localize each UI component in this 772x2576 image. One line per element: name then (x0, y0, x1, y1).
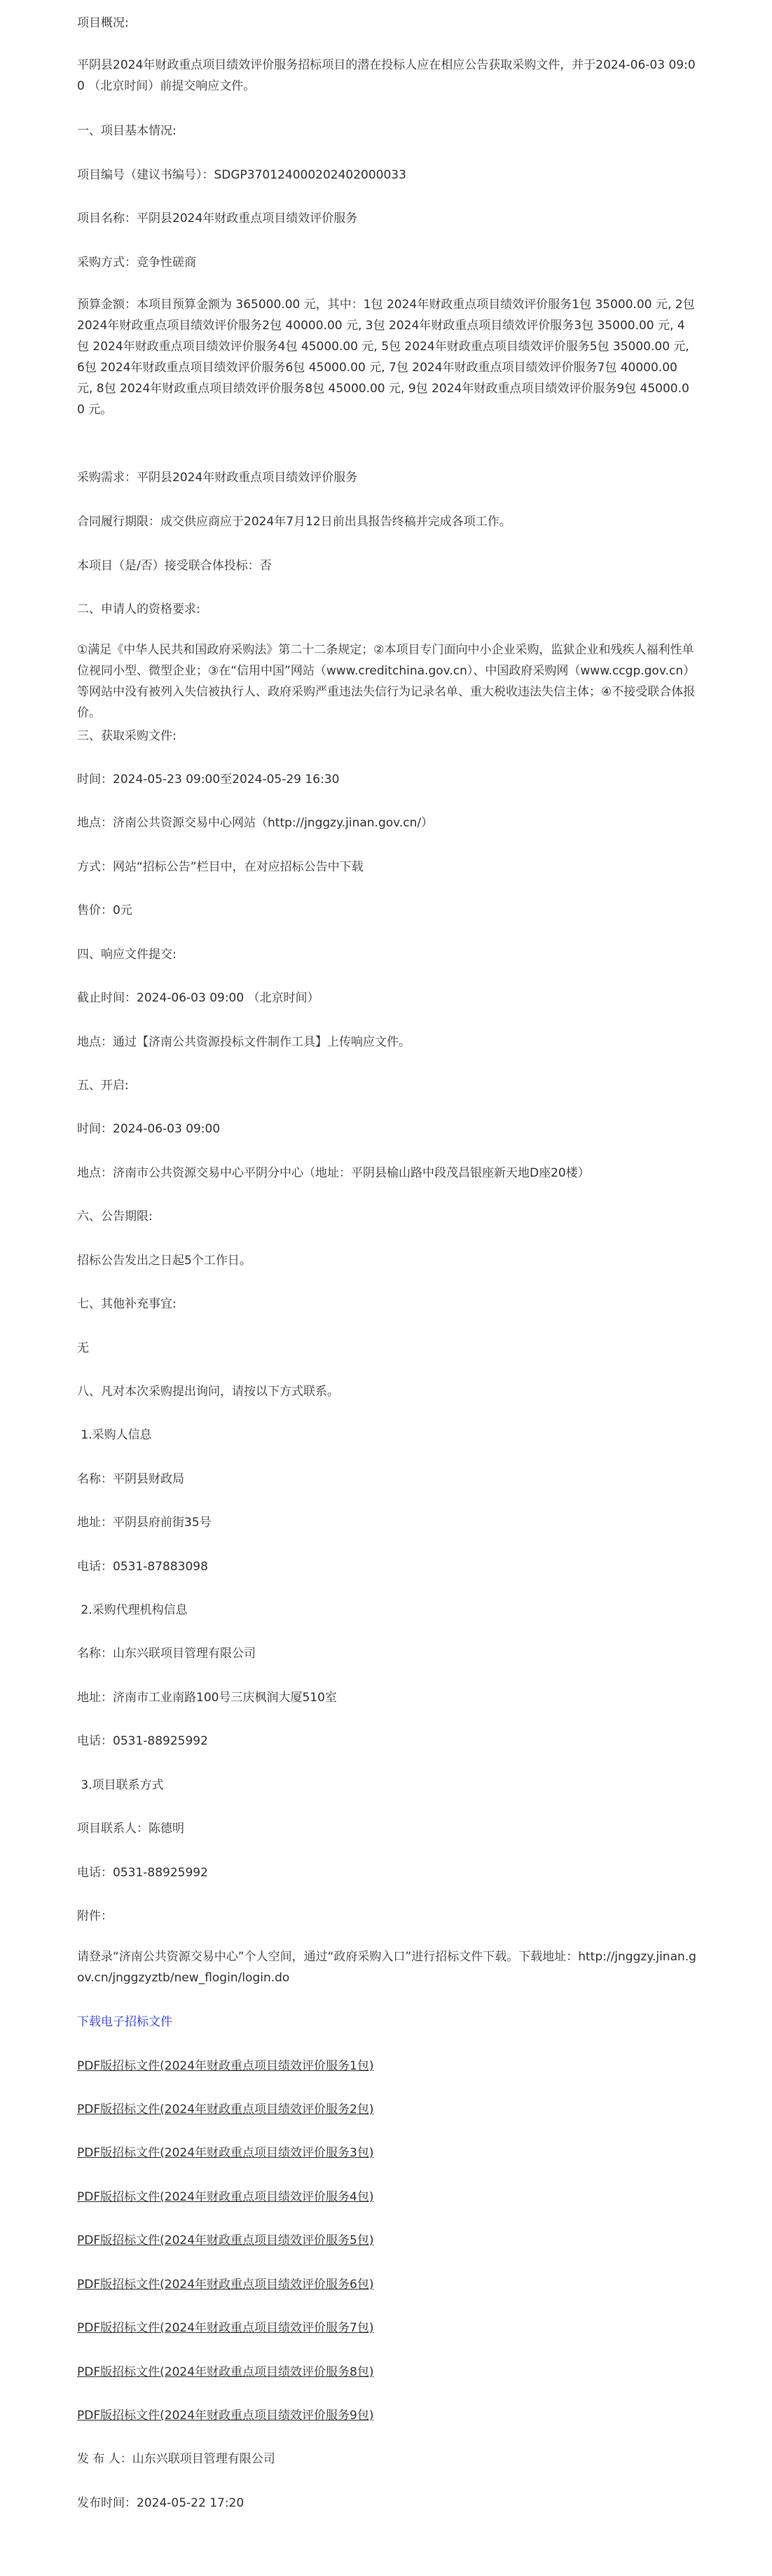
pdf-file-link-9[interactable]: PDF版招标文件(2024年财政重点项目绩效评价服务9包) (77, 2409, 374, 2423)
procurement-demand: 采购需求：平阴县2024年财政重点项目绩效评价服务 (77, 471, 358, 485)
budget-paragraph: 预算金额：本项目预算金额为 365000.00 元，其中：1包 2024年财政重点项目绩效评价服务1包 35000.00 元, 2包 2024年财政重点项目绩效评价服务2包 40000.00 元, 3包 2024年财政重点项目绩效评价服务3包 35000.00 元, 4包 2024年财政重点项目绩效评价服务4包 45000.00 元, 5包 2024年财政重点项目绩效评价服务5包 35000.00 元, 6包 2024年财政重点项目绩效评价服务6包 45000.00 元, 7包 2024年财政重点项目绩效评价服务7包 40000.00 元, 8包 2024年财政重点项目绩效评价服务8包 45000.00 元, 9包 2024年财政重点项目绩效评价服务9包 45000.00 元。 (77, 298, 695, 417)
pdf-file-link-6[interactable]: PDF版招标文件(2024年财政重点项目绩效评价服务6包) (77, 2278, 374, 2292)
pdf-file-link-5[interactable]: PDF版招标文件(2024年财政重点项目绩效评价服务5包) (77, 2234, 374, 2248)
section-4-heading: 四、响应文件提交: (77, 948, 177, 962)
overview-title: 项目概况: (77, 16, 129, 30)
price: 售价：0元 (77, 903, 132, 917)
agency-phone: 电话：0531-88925992 (77, 1734, 208, 1748)
section-5-heading: 五、开启: (77, 1079, 129, 1093)
publisher: 发 布 人：山东兴联项目管理有限公司 (77, 2452, 275, 2466)
pdf-file-link-2[interactable]: PDF版招标文件(2024年财政重点项目绩效评价服务2包) (77, 2103, 374, 2117)
pdf-file-link-8[interactable]: PDF版招标文件(2024年财政重点项目绩效评价服务8包) (77, 2365, 374, 2379)
publish-time: 发布时间：2024-05-22 17:20 (77, 2496, 244, 2510)
acquisition-place: 地点：济南公共资源交易中心网站（http://jnggzy.jinan.gov.cn/） (77, 816, 434, 830)
pdf-file-link-7[interactable]: PDF版招标文件(2024年财政重点项目绩效评价服务7包) (77, 2321, 374, 2335)
submission-deadline: 截止时间：2024-06-03 09:00 （北京时间） (77, 991, 319, 1005)
pdf-file-link-3[interactable]: PDF版招标文件(2024年财政重点项目绩效评价服务3包) (77, 2146, 374, 2160)
contact-person: 项目联系人：陈德明 (77, 1822, 184, 1836)
section-3-heading: 三、获取采购文件: (77, 729, 177, 743)
procurement-method: 采购方式：竞争性磋商 (77, 256, 196, 270)
section-7-heading: 七、其他补充事宜: (77, 1297, 177, 1311)
agency-name: 名称：山东兴联项目管理有限公司 (77, 1647, 256, 1661)
agency-info-heading: 2.采购代理机构信息 (77, 1603, 188, 1617)
project-name: 项目名称：平阴县2024年财政重点项目绩效评价服务 (77, 212, 358, 226)
consortium-bid: 本项目（是/否）接受联合体投标：否 (77, 559, 272, 573)
buyer-address: 地址：平阴县府前街35号 (77, 1516, 212, 1530)
login-instructions: 请登录“济南公共资源交易中心”个人空间，通过“政府采购入口”进行招标文件下载。下载地址：http://jnggzy.jinan.gov.cn/jnggzyztb/new_flogin/login.do (77, 1950, 696, 1985)
contact-info-heading: 3.项目联系方式 (77, 1778, 164, 1792)
section-1-heading: 一、项目基本情况: (77, 124, 177, 138)
buyer-info-heading: 1.采购人信息 (77, 1428, 152, 1442)
attachment-label: 附件： (77, 1909, 113, 1923)
section-6-heading: 六、公告期限: (77, 1210, 153, 1224)
project-number: 项目编号（建议书编号）：SDGP370124000202402000033 (77, 168, 406, 182)
buyer-name: 名称：平阴县财政局 (77, 1472, 184, 1486)
download-electronic-file-link[interactable]: 下载电子招标文件 (77, 2015, 172, 2029)
agency-address: 地址：济南市工业南路100号三庆枫润大厦510室 (77, 1691, 337, 1705)
acquisition-time: 时间：2024-05-23 09:00至2024-05-29 16:30 (77, 773, 340, 787)
notice-period: 招标公告发出之日起5个工作日。 (77, 1254, 251, 1268)
overview-body: 平阴县2024年财政重点项目绩效评价服务招标项目的潜在投标人应在相应公告获取采购文件，并于2024-06-03 09:00 （北京时间）前提交响应文件。 (77, 58, 696, 93)
contact-phone: 电话：0531-88925992 (77, 1866, 208, 1880)
pdf-file-link-4[interactable]: PDF版招标文件(2024年财政重点项目绩效评价服务4包) (77, 2190, 374, 2204)
buyer-phone: 电话：0531-87883098 (77, 1560, 208, 1574)
contract-term: 合同履行期限：成交供应商应于2024年7月12日前出具报告终稿并完成各项工作。 (77, 515, 511, 529)
supplementary-none: 无 (77, 1341, 89, 1355)
section-2-heading: 二、申请人的资格要求: (77, 602, 200, 616)
opening-place: 地点：济南市公共资源交易中心平阴分中心（地址：平阴县榆山路中段茂昌银座新天地D座20楼） (77, 1166, 590, 1180)
acquisition-method: 方式：网站“招标公告”栏目中，在对应招标公告中下载 (77, 860, 364, 874)
opening-time: 时间：2024-06-03 09:00 (77, 1122, 221, 1136)
section-8-heading: 八、凡对本次采购提出询问，请按以下方式联系。 (77, 1385, 339, 1399)
pdf-file-link-1[interactable]: PDF版招标文件(2024年财政重点项目绩效评价服务1包) (77, 2059, 374, 2073)
qualification-requirements: ①满足《中华人民共和国政府采购法》第二十二条规定；②本项目专门面向中小企业采购，监狱企业和残疾人福利性单位视同小型、微型企业；③在“信用中国”网站（www.creditchina.gov.cn）、中国政府采购网（www.ccgp.gov.cn）等网站中没有被列入失信被执行人、政府采购严重违法失信行为记录名单、重大税收违法失信主体；④不接受联合体报价。 (77, 643, 696, 720)
submission-place: 地点：通过【济南公共资源投标文件制作工具】上传响应文件。 (77, 1035, 411, 1049)
